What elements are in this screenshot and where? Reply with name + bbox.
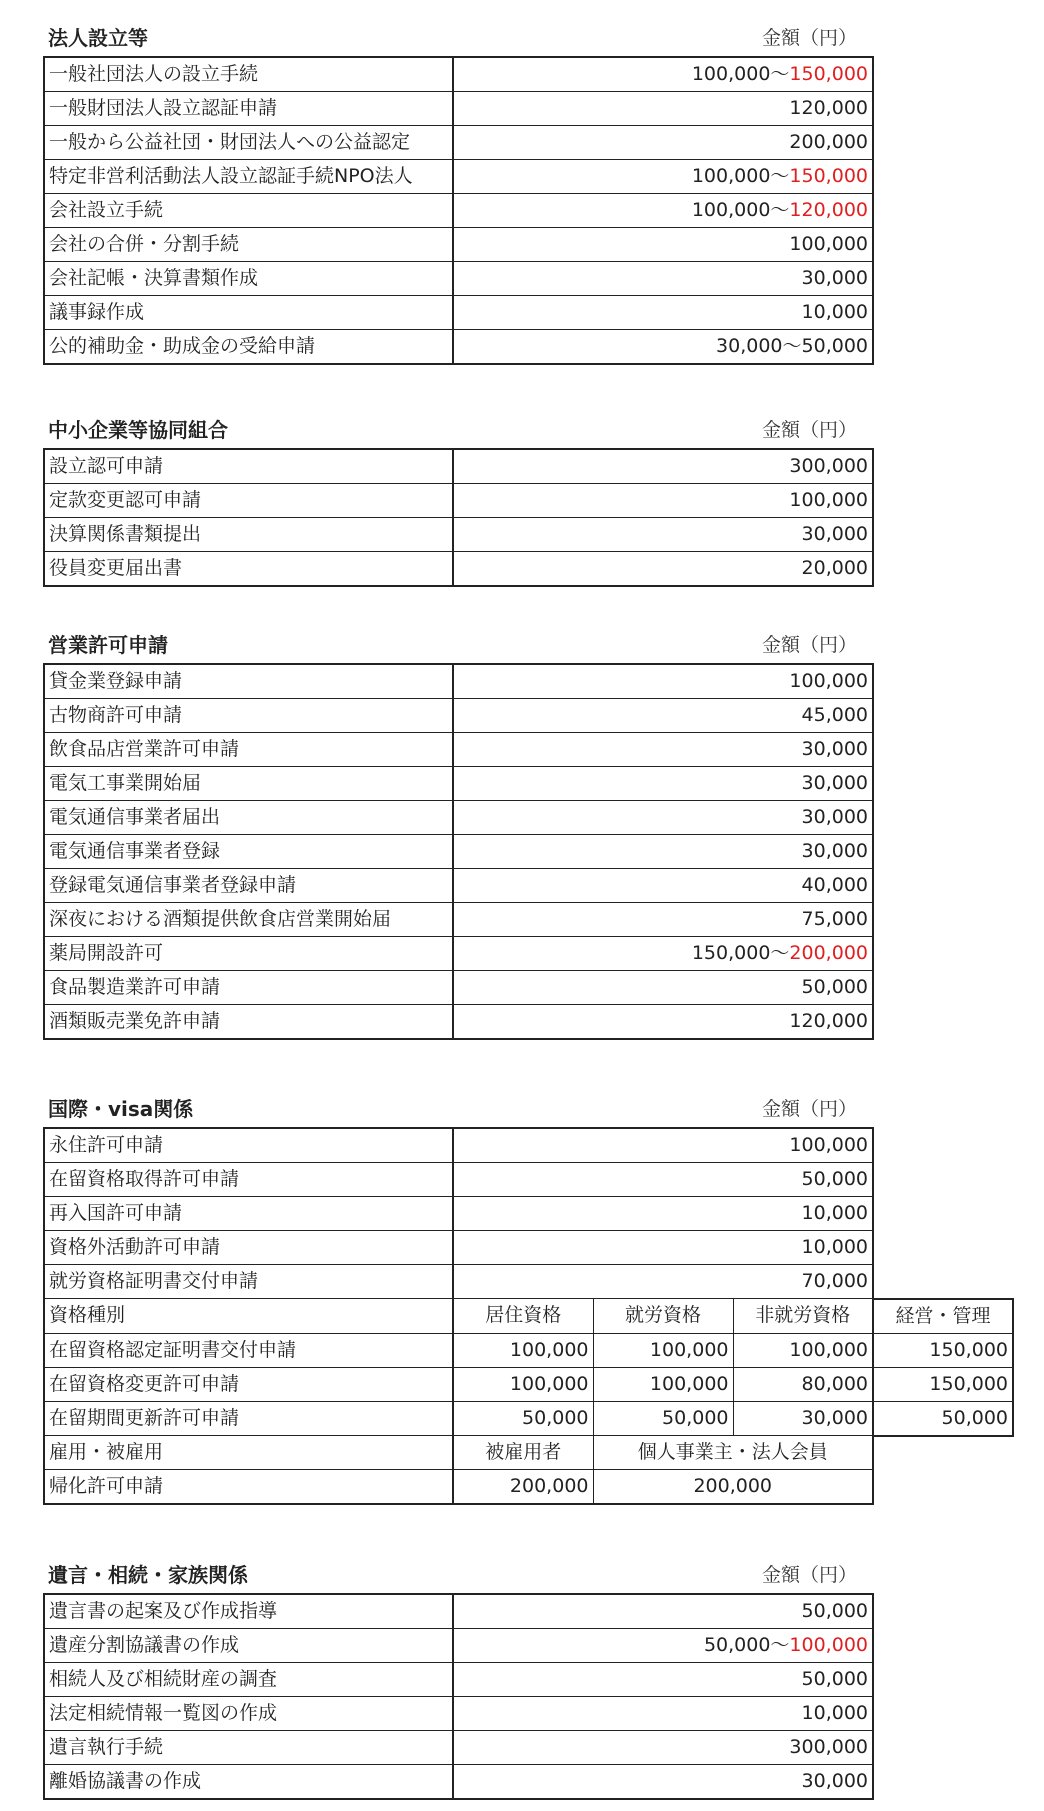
table-row xyxy=(44,801,873,835)
table-row xyxy=(44,1697,873,1731)
row-label: 資格外活動許可申請 xyxy=(44,1231,453,1265)
amount-value: 10,000 xyxy=(801,1702,868,1724)
table-row xyxy=(44,767,873,801)
table-row xyxy=(44,449,873,484)
row-amount xyxy=(453,1697,873,1731)
table-row xyxy=(44,484,873,518)
row-amount xyxy=(453,1731,873,1765)
section-header xyxy=(0,627,1044,663)
row-label: 深夜における酒類提供飲食店営業開始届 xyxy=(44,903,453,937)
row-label: 一般から公益社団・財団法人への公益認定 xyxy=(44,126,453,160)
row-label: 会社記帳・決算書類作成 xyxy=(44,262,453,296)
section-title: 国際・visa関係 xyxy=(48,1097,194,1121)
matrix-column-header: 非就労資格 xyxy=(733,1299,873,1334)
amount-value: 10,000 xyxy=(801,1236,868,1258)
table-row xyxy=(44,1731,873,1765)
table-row xyxy=(44,664,873,699)
row-amount xyxy=(453,664,873,699)
row-label: 在留資格取得許可申請 xyxy=(44,1163,453,1197)
naturalization-amount: 200,000 xyxy=(593,1470,873,1505)
matrix-cell: 30,000 xyxy=(733,1401,873,1436)
table-row xyxy=(44,835,873,869)
matrix-cell: 50,000 xyxy=(453,1401,593,1436)
empty-cell xyxy=(873,1265,1013,1299)
row-amount xyxy=(453,971,873,1005)
amount-value: 200,000 xyxy=(789,131,868,153)
section-title: 遺言・相続・家族関係 xyxy=(48,1563,248,1587)
amount-value: 100,000 xyxy=(789,489,868,511)
amount-max-value: 150,000 xyxy=(789,63,868,85)
fee-table xyxy=(43,448,874,587)
matrix-cell: 100,000 xyxy=(453,1367,593,1401)
row-amount xyxy=(453,733,873,767)
amount-max-value: 100,000 xyxy=(789,1634,868,1656)
matrix-cell: 50,000 xyxy=(873,1401,1013,1436)
amount-value: 50,000 xyxy=(801,1668,868,1690)
row-label: 役員変更届出書 xyxy=(44,552,453,587)
row-amount xyxy=(453,484,873,518)
amount-value: 120,000 xyxy=(789,1010,868,1032)
table-row xyxy=(44,1128,1013,1163)
amount-value: 120,000 xyxy=(789,97,868,119)
fee-table xyxy=(43,663,874,1040)
amount-value: 30,000 xyxy=(801,1770,868,1792)
amount-value: 300,000 xyxy=(789,455,868,477)
row-amount xyxy=(453,552,873,587)
amount-max-value: 200,000 xyxy=(789,942,868,964)
section-title: 法人設立等 xyxy=(48,26,148,50)
fee-table xyxy=(43,56,874,365)
row-amount xyxy=(453,262,873,296)
row-label: 永住許可申請 xyxy=(44,1128,453,1163)
row-amount xyxy=(453,869,873,903)
row-amount xyxy=(453,1005,873,1040)
row-label: 電気工事業開始届 xyxy=(44,767,453,801)
matrix-cell: 150,000 xyxy=(873,1333,1013,1367)
row-label: 電気通信事業者届出 xyxy=(44,801,453,835)
section-header xyxy=(0,1557,1044,1593)
row-amount xyxy=(453,330,873,365)
row-amount xyxy=(453,296,873,330)
row-amount xyxy=(453,1265,873,1299)
row-label: 定款変更認可申請 xyxy=(44,484,453,518)
amount-value: 50,000 xyxy=(801,976,868,998)
amount-column-header: 金額（円） xyxy=(762,1098,858,1120)
row-label: 酒類販売業免許申請 xyxy=(44,1005,453,1040)
row-amount xyxy=(453,1128,873,1163)
row-amount xyxy=(453,1197,873,1231)
table-row xyxy=(44,937,873,971)
amount-value: 40,000 xyxy=(801,874,868,896)
amount-value: 30,000 xyxy=(801,772,868,794)
amount-value: 30,000 xyxy=(801,267,868,289)
row-label: 就労資格証明書交付申請 xyxy=(44,1265,453,1299)
matrix-cell: 100,000 xyxy=(453,1333,593,1367)
row-amount xyxy=(453,1594,873,1629)
row-label: 議事録作成 xyxy=(44,296,453,330)
table-row xyxy=(44,1163,1013,1197)
amount-value: 30,000〜50,000 xyxy=(716,335,868,357)
table-row xyxy=(44,1663,873,1697)
amount-value: 100,000〜 xyxy=(691,165,790,187)
matrix-header-label: 資格種別 xyxy=(44,1299,453,1334)
row-amount xyxy=(453,92,873,126)
row-label: 電気通信事業者登録 xyxy=(44,835,453,869)
amount-value: 50,000 xyxy=(801,1600,868,1622)
table-row xyxy=(44,228,873,262)
matrix-row xyxy=(44,1367,1013,1401)
table-row xyxy=(44,971,873,1005)
row-label: 薬局開設許可 xyxy=(44,937,453,971)
amount-value: 100,000 xyxy=(789,1134,868,1156)
amount-column-header: 金額（円） xyxy=(762,419,858,441)
table-row xyxy=(44,57,873,92)
section-business-license xyxy=(0,627,1044,1040)
row-amount xyxy=(453,194,873,228)
empty-cell xyxy=(873,1470,1013,1505)
empty-cell xyxy=(873,1163,1013,1197)
row-amount xyxy=(453,228,873,262)
matrix-header-row xyxy=(44,1299,1013,1334)
row-label: 決算関係書類提出 xyxy=(44,518,453,552)
table-row xyxy=(44,733,873,767)
row-amount xyxy=(453,1765,873,1800)
section-header xyxy=(0,412,1044,448)
amount-value: 30,000 xyxy=(801,738,868,760)
table-row xyxy=(44,160,873,194)
row-amount xyxy=(453,126,873,160)
row-amount xyxy=(453,160,873,194)
amount-value: 100,000〜 xyxy=(691,199,790,221)
row-label: 再入国許可申請 xyxy=(44,1197,453,1231)
amount-value: 70,000 xyxy=(801,1270,868,1292)
row-label: 会社の合併・分割手続 xyxy=(44,228,453,262)
section-cooperative xyxy=(0,412,1044,587)
table-row xyxy=(44,126,873,160)
row-amount xyxy=(453,903,873,937)
amount-value: 100,000〜 xyxy=(691,63,790,85)
fee-table xyxy=(43,1593,874,1800)
section-header xyxy=(0,20,1044,56)
row-label: 会社設立手続 xyxy=(44,194,453,228)
table-row xyxy=(44,869,873,903)
matrix-cell: 80,000 xyxy=(733,1367,873,1401)
table-row xyxy=(44,262,873,296)
employment-column-header: 被雇用者 xyxy=(453,1436,593,1470)
amount-value: 150,000〜 xyxy=(691,942,790,964)
matrix-cell: 100,000 xyxy=(593,1367,733,1401)
section-title: 営業許可申請 xyxy=(48,633,168,657)
table-row xyxy=(44,552,873,587)
amount-value: 10,000 xyxy=(801,1202,868,1224)
amount-value: 50,000 xyxy=(801,1168,868,1190)
section-header xyxy=(0,1091,1044,1127)
empty-cell xyxy=(873,1128,1013,1163)
row-amount xyxy=(453,518,873,552)
row-amount xyxy=(453,1163,873,1197)
row-label: 登録電気通信事業者登録申請 xyxy=(44,869,453,903)
matrix-row xyxy=(44,1401,1013,1436)
table-row xyxy=(44,1197,1013,1231)
section-visa xyxy=(0,1091,1044,1505)
matrix-cell: 50,000 xyxy=(593,1401,733,1436)
row-amount xyxy=(453,1663,873,1697)
section-title: 中小企業等協同組合 xyxy=(48,418,228,442)
row-label: 帰化許可申請 xyxy=(44,1470,453,1505)
table-row xyxy=(44,330,873,365)
row-label: 遺言書の起案及び作成指導 xyxy=(44,1594,453,1629)
row-label: 離婚協議書の作成 xyxy=(44,1765,453,1800)
amount-column-header: 金額（円） xyxy=(762,634,858,656)
empty-cell xyxy=(873,1231,1013,1265)
matrix-column-header: 居住資格 xyxy=(453,1299,593,1334)
amount-value: 100,000 xyxy=(789,233,868,255)
row-label: 一般財団法人設立認証申請 xyxy=(44,92,453,126)
row-label: 公的補助金・助成金の受給申請 xyxy=(44,330,453,365)
row-label: 遺言執行手続 xyxy=(44,1731,453,1765)
row-label: 貸金業登録申請 xyxy=(44,664,453,699)
row-amount xyxy=(453,1629,873,1663)
row-label: 古物商許可申請 xyxy=(44,699,453,733)
row-label: 在留資格認定証明書交付申請 xyxy=(44,1333,453,1367)
amount-max-value: 150,000 xyxy=(789,165,868,187)
amount-value: 30,000 xyxy=(801,840,868,862)
table-row xyxy=(44,1265,1013,1299)
table-row xyxy=(44,699,873,733)
row-amount xyxy=(453,937,873,971)
visa-fee-table xyxy=(43,1127,1014,1505)
table-row xyxy=(44,518,873,552)
amount-value: 10,000 xyxy=(801,301,868,323)
row-label: 特定非営利活動法人設立認証手続NPO法人 xyxy=(44,160,453,194)
section-corporate xyxy=(0,20,1044,365)
row-amount xyxy=(453,801,873,835)
row-label: 設立認可申請 xyxy=(44,449,453,484)
matrix-column-header: 経営・管理 xyxy=(873,1299,1013,1334)
amount-value: 30,000 xyxy=(801,806,868,828)
amount-value: 100,000 xyxy=(789,670,868,692)
table-row xyxy=(44,194,873,228)
table-row xyxy=(44,1629,873,1663)
row-amount xyxy=(453,767,873,801)
table-row xyxy=(44,903,873,937)
amount-value: 50,000〜 xyxy=(703,1634,790,1656)
amount-column-header: 金額（円） xyxy=(762,1564,858,1586)
naturalization-amount: 200,000 xyxy=(453,1470,593,1505)
section-inheritance xyxy=(0,1557,1044,1800)
row-label: 在留期間更新許可申請 xyxy=(44,1401,453,1436)
amount-value: 75,000 xyxy=(801,908,868,930)
row-amount xyxy=(453,1231,873,1265)
table-row xyxy=(44,1594,873,1629)
matrix-cell: 100,000 xyxy=(593,1333,733,1367)
table-row xyxy=(44,1005,873,1040)
amount-value: 300,000 xyxy=(789,1736,868,1758)
amount-value: 30,000 xyxy=(801,523,868,545)
row-label: 一般社団法人の設立手続 xyxy=(44,57,453,92)
row-label: 法定相続情報一覧図の作成 xyxy=(44,1697,453,1731)
row-amount xyxy=(453,835,873,869)
matrix-cell: 100,000 xyxy=(733,1333,873,1367)
table-row xyxy=(44,92,873,126)
employment-header-row xyxy=(44,1436,1013,1470)
row-label: 食品製造業許可申請 xyxy=(44,971,453,1005)
amount-value: 45,000 xyxy=(801,704,868,726)
matrix-column-header: 就労資格 xyxy=(593,1299,733,1334)
row-amount xyxy=(453,57,873,92)
row-amount xyxy=(453,449,873,484)
row-amount xyxy=(453,699,873,733)
matrix-cell: 150,000 xyxy=(873,1367,1013,1401)
table-row xyxy=(44,1231,1013,1265)
amount-max-value: 120,000 xyxy=(789,199,868,221)
row-label: 遺産分割協議書の作成 xyxy=(44,1629,453,1663)
row-label: 飲食品店営業許可申請 xyxy=(44,733,453,767)
row-label: 在留資格変更許可申請 xyxy=(44,1367,453,1401)
empty-cell xyxy=(873,1197,1013,1231)
amount-column-header: 金額（円） xyxy=(762,27,858,49)
matrix-row xyxy=(44,1333,1013,1367)
empty-cell xyxy=(873,1436,1013,1470)
naturalization-row xyxy=(44,1470,1013,1505)
amount-value: 20,000 xyxy=(801,557,868,579)
table-row xyxy=(44,296,873,330)
employment-header-label: 雇用・被雇用 xyxy=(44,1436,453,1470)
employment-column-header: 個人事業主・法人会員 xyxy=(593,1436,873,1470)
row-label: 相続人及び相続財産の調査 xyxy=(44,1663,453,1697)
table-row xyxy=(44,1765,873,1800)
